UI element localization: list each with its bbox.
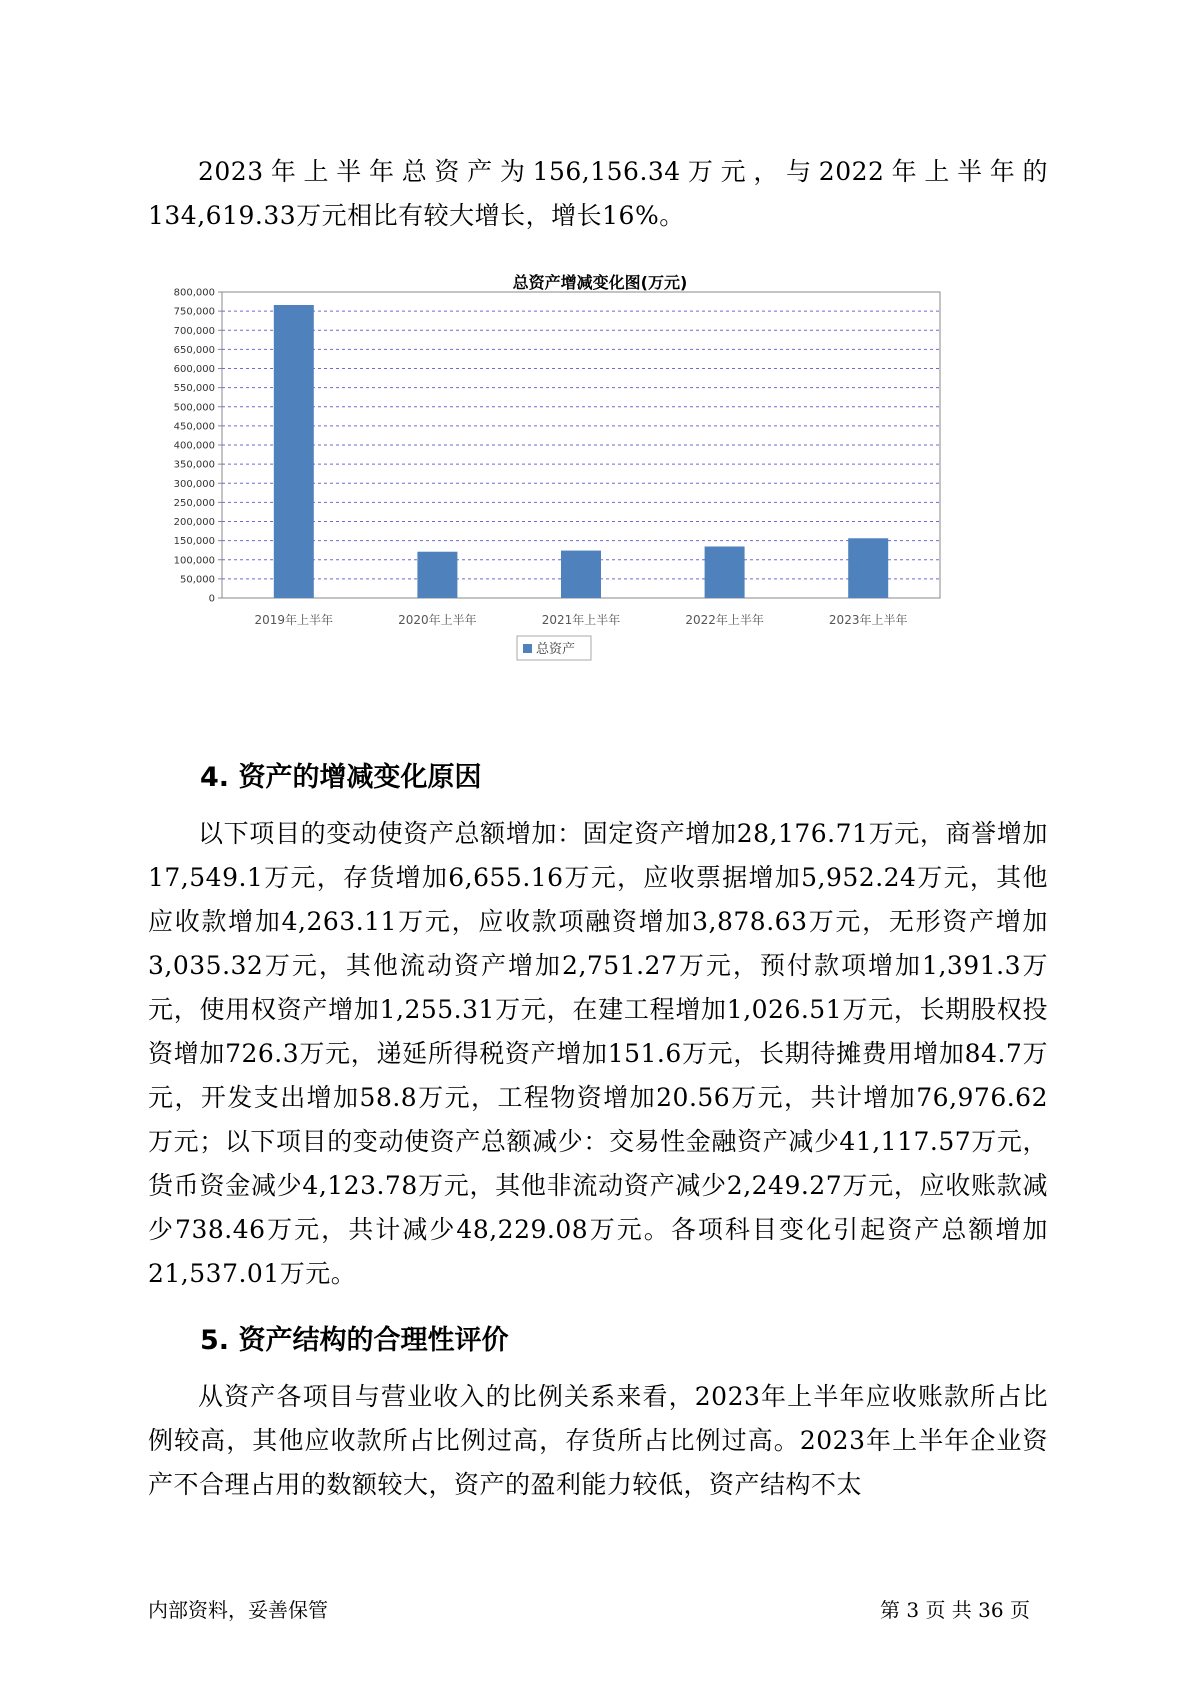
x-tick-label: 2019年上半年 [254,613,334,627]
y-tick-label: 750,000 [173,306,215,318]
bar [274,305,314,598]
y-tick-label: 250,000 [173,497,215,509]
page-number: 第 3 页 共 36 页 [880,1598,1030,1622]
section-heading-5: 5. 资产结构的合理性评价 [200,1325,509,1356]
chart-svg [160,262,1040,722]
chart-title: 总资产增减变化图(万元) [512,273,688,292]
x-tick-label: 2022年上半年 [685,613,764,627]
x-tick-label: 2023年上半年 [828,613,908,627]
y-tick-label: 700,000 [173,325,215,337]
evaluation-paragraph: 从资产各项目与营业收入的比例关系来看，2023年上半年应收账款所占比例较高，其他应收款所占比例过高，存货所占比例过高。2023年上半年企业资产不合理占用的数额较大，资产的盈利能力较低，资产结构不太 [148,1382,1048,1499]
y-tick-label: 450,000 [173,421,215,433]
y-tick-label: 650,000 [173,344,215,356]
legend-swatch [523,644,532,653]
y-tick-label: 300,000 [173,478,215,490]
legend-label: 总资产 [536,642,576,657]
section-heading-4: 4. 资产的增减变化原因 [200,762,482,793]
intro-paragraph: 2023年上半年总资产为156,156.34万元，与2022年上半年的134,619.33万元相比有较大增长，增长16%。 [148,157,1048,230]
bar [848,538,888,598]
x-tick-label: 2020年上半年 [398,613,477,627]
reasons-paragraph: 以下项目的变动使资产总额增加：固定资产增加28,176.71万元，商誉增加17,549.1万元，存货增加6,655.16万元，应收票据增加5,952.24万元，其他应收款增加4,263.11万元，应收款项融资增加3,878.63万元，无形资产增加3,035.32万元，其他流动资产增加2,751.27万元，预付款项增加1,391.3万元，使用权资产增加1,255.31万元，在建工程增加1,026.51万元，长期股权投资增加726.3万元，递延所得税资产增加151.6万元，长期待摊费用增加84.7万元，开发支出增加58.8万元，工程物资增加20.56万元，共计增加76,976.62万元；以下项目的变动使资产总额减少：交易性金融资产减少41,117.57万元，货币资金减少4,123.78万元，其他非流动资产减少2,249.27万元，应收账款减少738.46万元，共计减少48,229.08万元。各项科目变化引起资产总额增加21,537.01万元。 [148,819,1048,1288]
bar [417,552,457,598]
x-tick-label: 2021年上半年 [541,613,621,627]
y-tick-label: 100,000 [173,555,215,567]
total-assets-chart [160,262,1040,722]
y-tick-label: 0 [208,593,215,605]
y-tick-label: 800,000 [173,287,215,299]
bar [705,547,745,598]
footer-note: 内部资料，妥善保管 [148,1598,328,1622]
y-tick-label: 200,000 [173,517,215,528]
y-tick-label: 500,000 [173,402,215,414]
y-tick-label: 600,000 [173,364,215,375]
y-tick-label: 150,000 [173,536,215,548]
y-tick-label: 350,000 [173,459,215,471]
y-tick-label: 50,000 [180,574,215,586]
bar [561,551,601,598]
y-tick-label: 400,000 [173,440,215,452]
y-tick-label: 550,000 [173,383,215,395]
